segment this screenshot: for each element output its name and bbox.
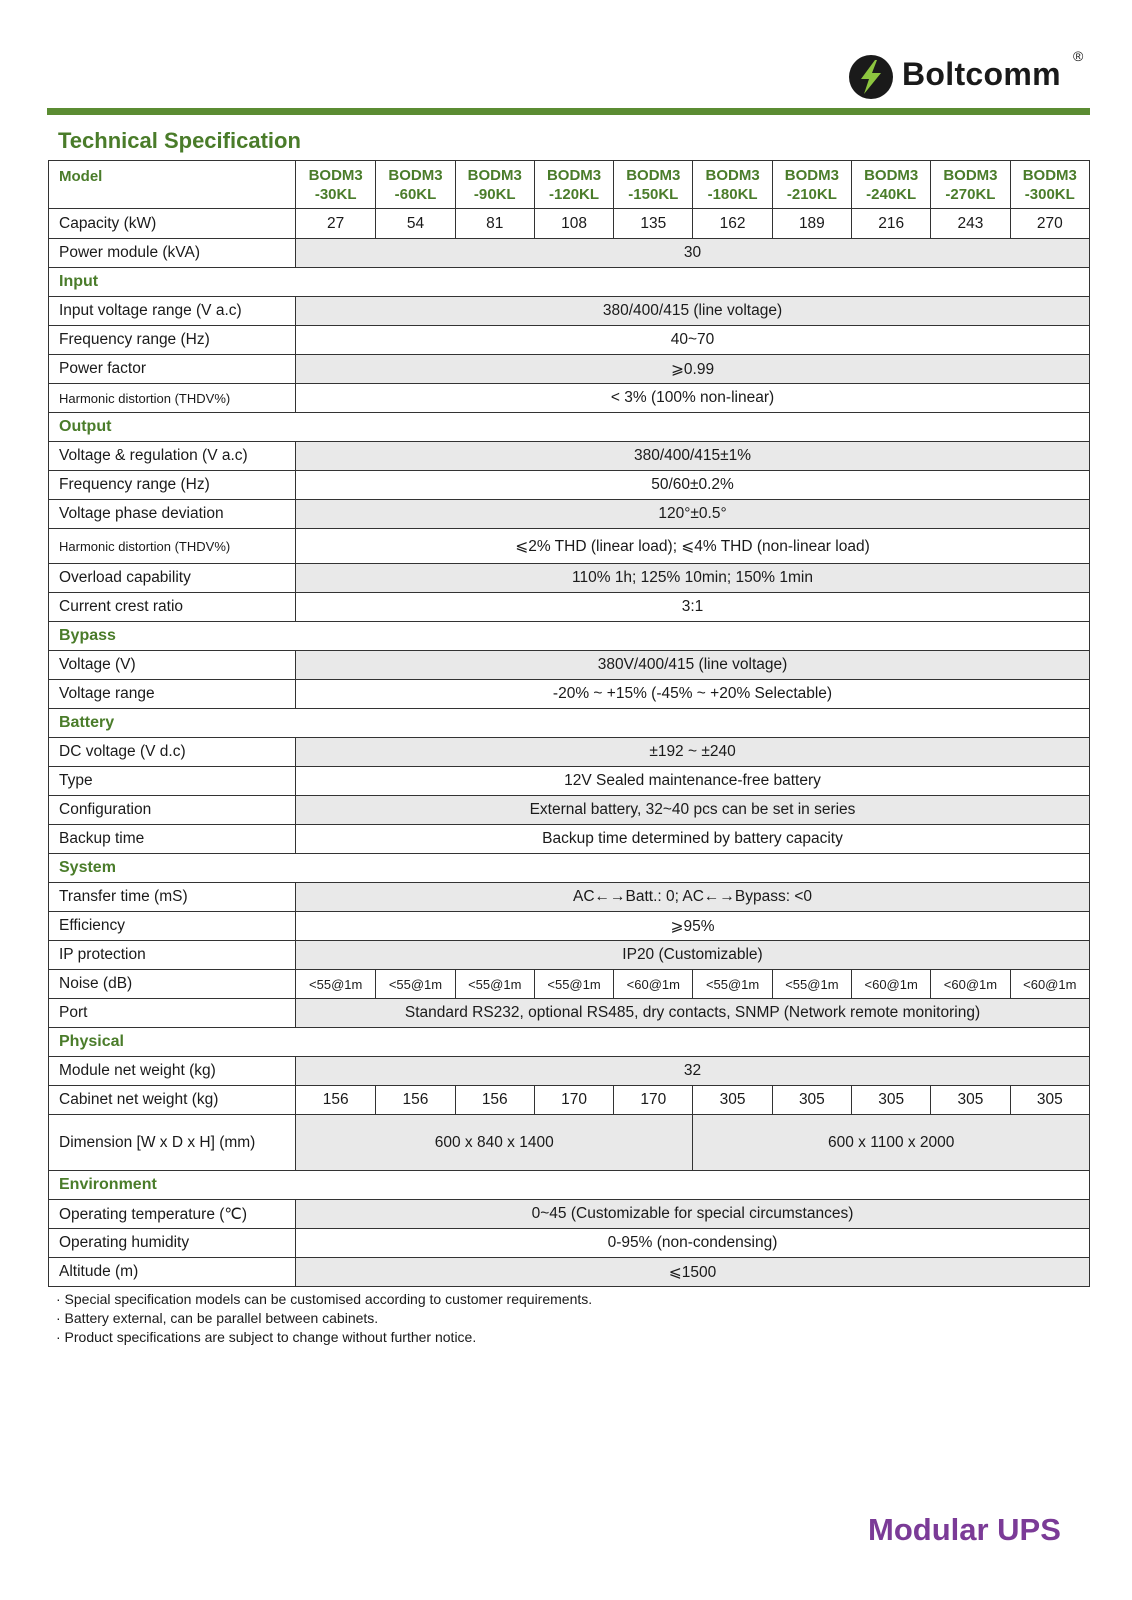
- row-label: Voltage (V): [49, 651, 296, 680]
- model-line: BODM3: [546, 166, 602, 184]
- spec-row: [49, 384, 1090, 413]
- model-name: [296, 161, 376, 209]
- spec-row: [49, 970, 1090, 999]
- cell-value: 305: [931, 1086, 1010, 1115]
- row-label: Altitude (m): [49, 1258, 296, 1287]
- cell-value: 305: [772, 1086, 851, 1115]
- cell-value: 135: [614, 209, 693, 239]
- spec-row: [49, 297, 1090, 326]
- cell-value: 40~70: [296, 326, 1090, 355]
- model-name: [614, 161, 693, 209]
- cell-value: <60@1m: [931, 970, 1010, 999]
- row-label: Cabinet net weight (kg): [49, 1086, 296, 1115]
- model-line: -210KL: [786, 185, 837, 203]
- spec-row: [49, 529, 1090, 564]
- cell-value: 81: [455, 209, 534, 239]
- section-title: Input: [49, 268, 1090, 297]
- model-header-row: [49, 161, 1090, 209]
- cell-value: < 3% (100% non-linear): [296, 384, 1090, 413]
- row-label: Voltage & regulation (V a.c): [49, 442, 296, 471]
- row-label: Backup time: [49, 825, 296, 854]
- section-header-row: [49, 622, 1090, 651]
- model-name: [693, 161, 772, 209]
- cell-value: 12V Sealed maintenance-free battery: [296, 767, 1090, 796]
- cell-value: <55@1m: [376, 970, 455, 999]
- cell-value: 380V/400/415 (line voltage): [296, 651, 1090, 680]
- model-name: [772, 161, 851, 209]
- cell-value: ±192 ~ ±240: [296, 738, 1090, 767]
- section-title: Battery: [49, 709, 1090, 738]
- spec-row: [49, 767, 1090, 796]
- cell-value: 54: [376, 209, 455, 239]
- spec-row: [49, 1200, 1090, 1229]
- model-line: -30KL: [314, 185, 357, 203]
- spec-row: [49, 1115, 1090, 1171]
- cell-value: <60@1m: [852, 970, 931, 999]
- section-header-row: [49, 268, 1090, 297]
- cell-value: 305: [693, 1086, 772, 1115]
- cell-value: 0-95% (non-condensing): [296, 1229, 1090, 1258]
- model-line: -60KL: [394, 185, 437, 203]
- cell-value: 270: [1010, 209, 1089, 239]
- cell-value: 162: [693, 209, 772, 239]
- row-label: Frequency range (Hz): [49, 471, 296, 500]
- cell-value: IP20 (Customizable): [296, 941, 1090, 970]
- cell-value: 32: [296, 1057, 1090, 1086]
- spec-row: [49, 825, 1090, 854]
- row-label: Configuration: [49, 796, 296, 825]
- spec-row: [49, 1086, 1090, 1115]
- model-name: [1010, 161, 1089, 209]
- cell-value: <55@1m: [296, 970, 376, 999]
- model-line: BODM3: [1022, 166, 1077, 184]
- row-label: Voltage phase deviation: [49, 500, 296, 529]
- cell-value: <60@1m: [1010, 970, 1089, 999]
- spec-row: [49, 1057, 1090, 1086]
- model-line: BODM3: [784, 166, 839, 184]
- section-header-row: [49, 1171, 1090, 1200]
- section-header-row: [49, 709, 1090, 738]
- cell-value: -20% ~ +15% (-45% ~ +20% Selectable): [296, 680, 1090, 709]
- cell-value: <55@1m: [772, 970, 851, 999]
- cell-value: 0~45 (Customizable for special circumstances): [296, 1200, 1090, 1229]
- cell-value: External battery, 32~40 pcs can be set in series: [296, 796, 1090, 825]
- bolt-logo-icon: [848, 54, 894, 100]
- cell-value: 3:1: [296, 593, 1090, 622]
- section-header-row: [49, 413, 1090, 442]
- cell-value: <55@1m: [693, 970, 772, 999]
- model-line: -90KL: [473, 185, 516, 203]
- spec-row: [49, 912, 1090, 941]
- spec-row: [49, 239, 1090, 268]
- spec-row: [49, 1258, 1090, 1287]
- cell-value: 380/400/415±1%: [296, 442, 1090, 471]
- section-title: Physical: [49, 1028, 1090, 1057]
- spec-row: [49, 471, 1090, 500]
- cell-value: 30: [296, 239, 1090, 268]
- model-name: [455, 161, 534, 209]
- model-name: [931, 161, 1010, 209]
- model-line: -300KL: [1024, 185, 1075, 203]
- model-line: -150KL: [628, 185, 679, 203]
- cell-value: 156: [376, 1086, 455, 1115]
- model-name: [534, 161, 613, 209]
- cell-value: 600 x 1100 x 2000: [693, 1115, 1090, 1171]
- spec-row: [49, 564, 1090, 593]
- spec-row: [49, 796, 1090, 825]
- cell-value: 50/60±0.2%: [296, 471, 1090, 500]
- cell-value: 189: [772, 209, 851, 239]
- model-line: -180KL: [707, 185, 758, 203]
- model-line: BODM3: [467, 166, 522, 184]
- cell-value: <55@1m: [534, 970, 613, 999]
- section-title: Output: [49, 413, 1090, 442]
- model-line: -240KL: [866, 185, 917, 203]
- brand-name: Boltcomm: [902, 56, 1061, 92]
- spec-row: [49, 355, 1090, 384]
- cell-value: 120°±0.5°: [296, 500, 1090, 529]
- cell-value: 600 x 840 x 1400: [296, 1115, 693, 1171]
- spec-row: [49, 738, 1090, 767]
- cell-value: 305: [852, 1086, 931, 1115]
- section-header-row: [49, 1028, 1090, 1057]
- cell-value: 170: [534, 1086, 613, 1115]
- cell-value: <55@1m: [455, 970, 534, 999]
- spec-row: [49, 1229, 1090, 1258]
- spec-row: [49, 941, 1090, 970]
- footer-product-name: Modular UPS: [868, 1512, 1061, 1547]
- brand-logo: [848, 48, 1088, 104]
- row-label: Current crest ratio: [49, 593, 296, 622]
- row-label: Overload capability: [49, 564, 296, 593]
- row-label: Operating temperature (℃): [49, 1200, 296, 1229]
- row-label: Frequency range (Hz): [49, 326, 296, 355]
- footnotes: [56, 1290, 592, 1347]
- spec-row: [49, 500, 1090, 529]
- header-divider: [47, 108, 1090, 115]
- cell-value: 380/400/415 (line voltage): [296, 297, 1090, 326]
- spec-row: [49, 326, 1090, 355]
- spec-row: [49, 883, 1090, 912]
- model-line: BODM3: [705, 166, 760, 184]
- footnote: · Battery external, can be parallel between cabinets.: [56, 1310, 379, 1326]
- model-line: BODM3: [308, 166, 363, 184]
- cell-value: ⩽2% THD (linear load); ⩽4% THD (non-linear load): [296, 529, 1090, 564]
- row-label: Power factor: [49, 355, 296, 384]
- cell-value: 110% 1h; 125% 10min; 150% 1min: [296, 564, 1090, 593]
- row-label: Power module (kVA): [49, 239, 296, 268]
- row-label: Input voltage range (V a.c): [49, 297, 296, 326]
- model-line: BODM3: [864, 166, 919, 184]
- section-header-row: [49, 854, 1090, 883]
- cell-value: 243: [931, 209, 1010, 239]
- row-label: Efficiency: [49, 912, 296, 941]
- spec-row: [49, 593, 1090, 622]
- cell-value: ⩾0.99: [296, 355, 1090, 384]
- spec-row: [49, 680, 1090, 709]
- row-label: IP protection: [49, 941, 296, 970]
- cell-value: 27: [296, 209, 376, 239]
- cell-value: <60@1m: [614, 970, 693, 999]
- model-name: [852, 161, 931, 209]
- row-label: Module net weight (kg): [49, 1057, 296, 1086]
- cell-value: Standard RS232, optional RS485, dry contacts, SNMP (Network remote monitoring): [296, 999, 1090, 1028]
- spec-row: [49, 651, 1090, 680]
- page-title: Technical Specification: [58, 128, 301, 153]
- model-line: -120KL: [549, 185, 600, 203]
- cell-value: Backup time determined by battery capacity: [296, 825, 1090, 854]
- model-name: [376, 161, 455, 209]
- cell-value: 216: [852, 209, 931, 239]
- row-label: Harmonic distortion (THDV%): [49, 384, 296, 413]
- row-label: Voltage range: [49, 680, 296, 709]
- cell-value: 305: [1010, 1086, 1089, 1115]
- cell-value: AC←→Batt.: 0; AC←→Bypass: <0: [296, 883, 1090, 912]
- spec-row: [49, 999, 1090, 1028]
- row-label: Model: [49, 161, 296, 209]
- spec-table: [48, 160, 1090, 1287]
- registered-mark: ®: [1073, 48, 1084, 64]
- spec-row: [49, 209, 1090, 239]
- row-label: Transfer time (mS): [49, 883, 296, 912]
- row-label: Capacity (kW): [49, 209, 296, 239]
- cell-value: 108: [534, 209, 613, 239]
- row-label: DC voltage (V d.c): [49, 738, 296, 767]
- section-title: Bypass: [49, 622, 1090, 651]
- model-line: BODM3: [388, 166, 443, 184]
- row-label: Type: [49, 767, 296, 796]
- cell-value: ⩽1500: [296, 1258, 1090, 1287]
- footnote: · Special specification models can be customised according to customer requirements.: [56, 1291, 593, 1307]
- model-line: BODM3: [626, 166, 681, 184]
- section-title: Environment: [49, 1171, 1090, 1200]
- model-line: -270KL: [945, 185, 996, 203]
- row-label: Port: [49, 999, 296, 1028]
- section-title: System: [49, 854, 1090, 883]
- cell-value: 156: [296, 1086, 376, 1115]
- cell-value: ⩾95%: [296, 912, 1090, 941]
- model-line: BODM3: [943, 166, 998, 184]
- spec-row: [49, 442, 1090, 471]
- footnote: · Product specifications are subject to change without further notice.: [56, 1329, 477, 1345]
- cell-value: 156: [455, 1086, 534, 1115]
- row-label: Noise (dB): [49, 970, 296, 999]
- row-label: Harmonic distortion (THDV%): [49, 529, 296, 564]
- cell-value: 170: [614, 1086, 693, 1115]
- row-label: Dimension [W x D x H] (mm): [49, 1115, 296, 1171]
- row-label: Operating humidity: [49, 1229, 296, 1258]
